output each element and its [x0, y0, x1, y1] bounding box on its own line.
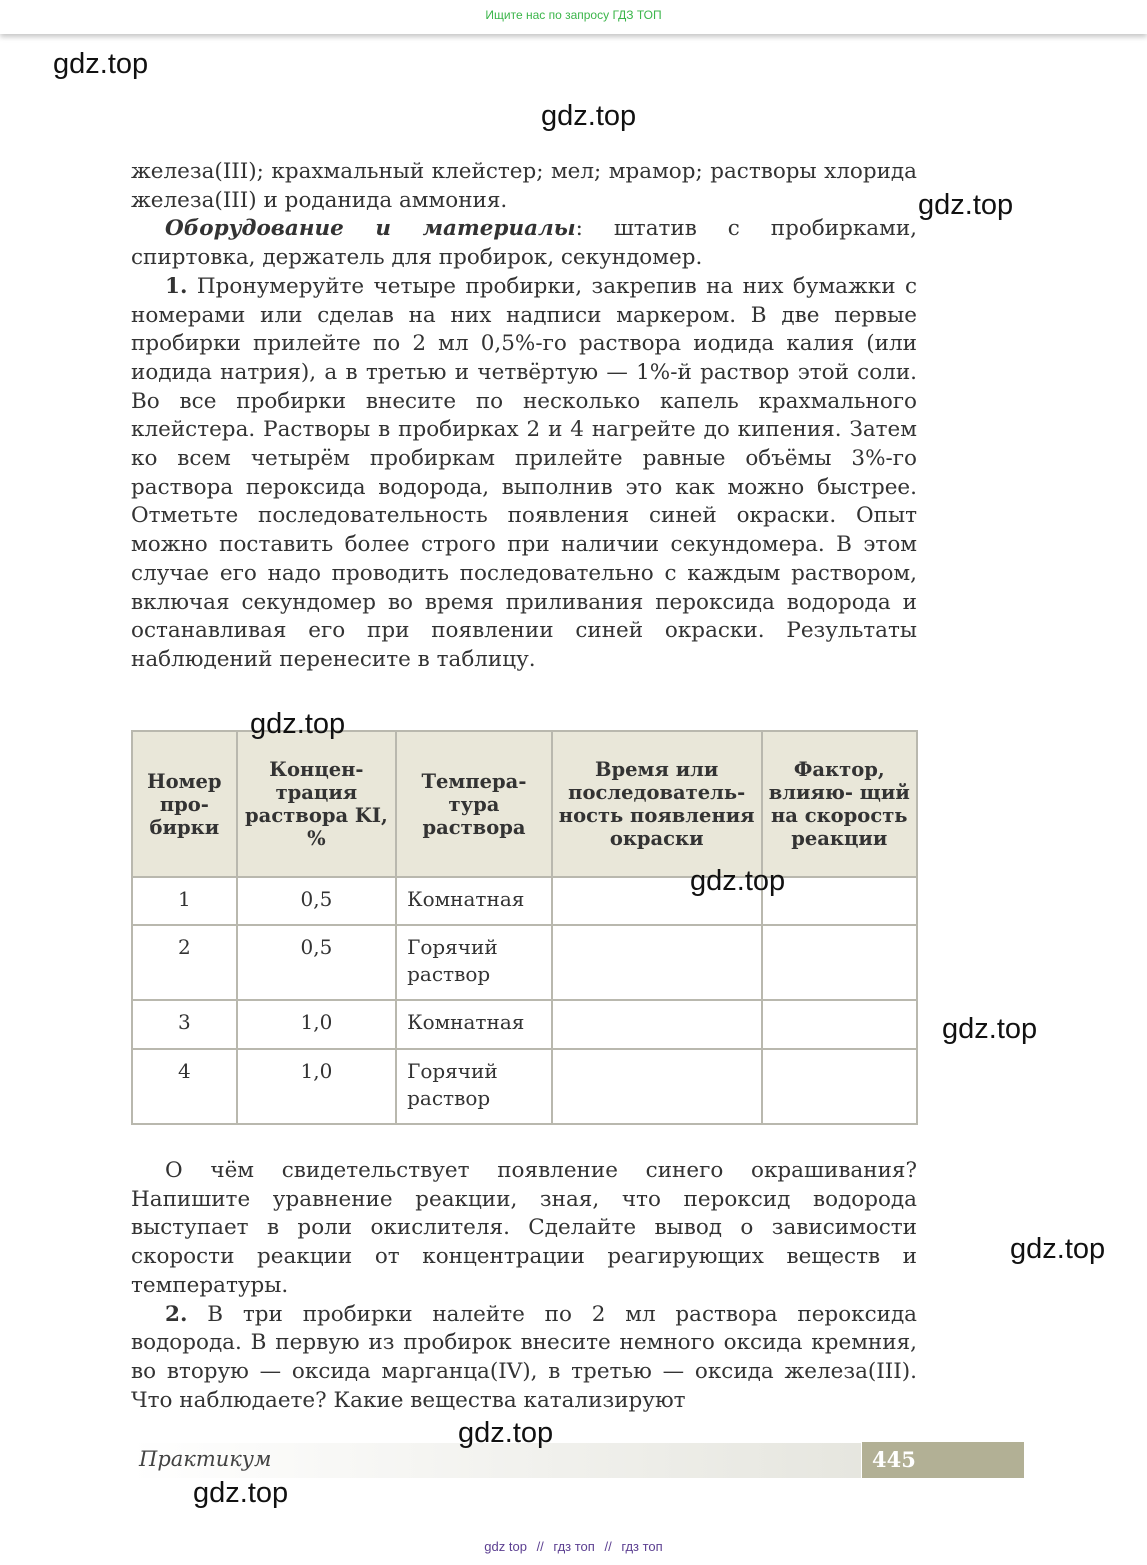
- watermark: gdz.top: [918, 189, 1014, 221]
- banner-text: Ищите нас по запросу ГДЗ ТОП: [485, 8, 662, 22]
- question-paragraph: О чём свидетельствует появление синего окрашивания? Напишите уравнение реакции, зная, что пероксид водорода выступает в роли окислителя. Сделайте вывод о зависимости скорости реакции от концентрации реагирующих веществ и температуры.: [131, 1158, 917, 1298]
- step1-text: Пронумеруйте четыре пробирки, закрепив на них бумажки с номерами или сделав на них надписи маркером. В две первые пробирки прилейте по 2 мл 0,5%-го раствора иодида калия (или иодида натрия), а в третью и четвёртую — 1%-й раствор этой соли. Во все пробирки внесите по несколько капель крахмального клейстера. Растворы в пробирках 2 и 4 нагрейте до кипения. Затем ко всем четырём пробиркам прилейте равные объёмы 3%-го раствора пероксида водорода, выполнив это как можно быстрее. Отметьте последовательность появления синей окраски. Опыт можно поставить более строго при наличии секундомера. В этом случае его надо проводить последовательно с каждым раствором, включая секундомер во время приливания пероксида водорода и останавливая его при появлении синей окраски. Результаты наблюдений перенесите в таблицу.: [131, 273, 917, 672]
- table-row: [132, 877, 917, 925]
- header-concentration: Концен- трация раствора KI, %: [237, 731, 396, 877]
- watermark: gdz.top: [458, 1417, 554, 1449]
- header-tube-number: Номер про- бирки: [132, 731, 237, 877]
- cell-conc: 0,5: [237, 925, 396, 1000]
- equipment-paragraph: [131, 215, 917, 272]
- step2-text: В три пробирки налейте по 2 мл раствора пероксида водорода. В первую из пробирок внесите немного оксида кремния, во вторую — оксида марганца(IV), в третью — оксида железа(III). Что наблюдаете? Какие вещества катализируют: [131, 1301, 917, 1413]
- intro-paragraph: железа(III); крахмальный клейстер; мел; мрамор; растворы хлорида железа(III) и роданида аммония.: [131, 159, 917, 213]
- table-header-row: [132, 731, 917, 877]
- cell-temp: Комнатная: [396, 877, 552, 925]
- bottom-link[interactable]: gdz top: [484, 1539, 527, 1554]
- section-label: Практикум: [139, 1447, 272, 1471]
- lower-text: [131, 1157, 917, 1415]
- watermark: gdz.top: [53, 48, 149, 80]
- watermark: gdz.top: [541, 100, 637, 132]
- cell-conc: 1,0: [237, 1049, 396, 1124]
- equipment-label: Оборудование и материалы: [165, 216, 576, 242]
- cell-time: [552, 1049, 762, 1124]
- page-number: 445: [872, 1447, 916, 1472]
- bottom-separator: //: [536, 1539, 544, 1554]
- table-row: [132, 925, 917, 1000]
- bottom-separator: //: [604, 1539, 612, 1554]
- table-row: [132, 1049, 917, 1124]
- cell-time: [552, 925, 762, 1000]
- watermark: gdz.top: [250, 708, 346, 740]
- watermark: gdz.top: [942, 1013, 1038, 1045]
- cell-factor: [762, 1000, 917, 1049]
- bottom-link[interactable]: гдз топ: [553, 1539, 595, 1554]
- step2-paragraph: [131, 1301, 917, 1416]
- step1-number: 1.: [165, 273, 188, 299]
- header-time: Время или последователь- ность появления окраски: [552, 731, 762, 877]
- watermark: gdz.top: [1010, 1233, 1106, 1265]
- cell-factor: [762, 1049, 917, 1124]
- top-banner[interactable]: [0, 0, 1147, 34]
- cell-num: 2: [132, 925, 237, 1000]
- cell-num: 3: [132, 1000, 237, 1049]
- cell-temp: Комнатная: [396, 1000, 552, 1049]
- header-factor: Фактор, влияю- щий на скорость реакции: [762, 731, 917, 877]
- cell-num: 1: [132, 877, 237, 925]
- table-row: [132, 1000, 917, 1049]
- watermark: gdz.top: [193, 1477, 289, 1509]
- bottom-link[interactable]: гдз топ: [621, 1539, 663, 1554]
- equipment-text: : штатив с пробирками, спиртовка, держатель для пробирок, секундомер.: [131, 216, 917, 271]
- header-temperature: Темпера- тура раствора: [396, 731, 552, 877]
- cell-temp: Горячий раствор: [396, 1049, 552, 1124]
- watermark: gdz.top: [690, 865, 786, 897]
- results-table: [131, 730, 918, 1125]
- step2-number: 2.: [165, 1301, 188, 1327]
- cell-conc: 0,5: [237, 877, 396, 925]
- cell-conc: 1,0: [237, 1000, 396, 1049]
- cell-temp: Горячий раствор: [396, 925, 552, 1000]
- step1-paragraph: [131, 273, 917, 675]
- bottom-links: [0, 1539, 1147, 1554]
- cell-time: [552, 1000, 762, 1049]
- cell-factor: [762, 925, 917, 1000]
- upper-text: [131, 158, 917, 675]
- cell-num: 4: [132, 1049, 237, 1124]
